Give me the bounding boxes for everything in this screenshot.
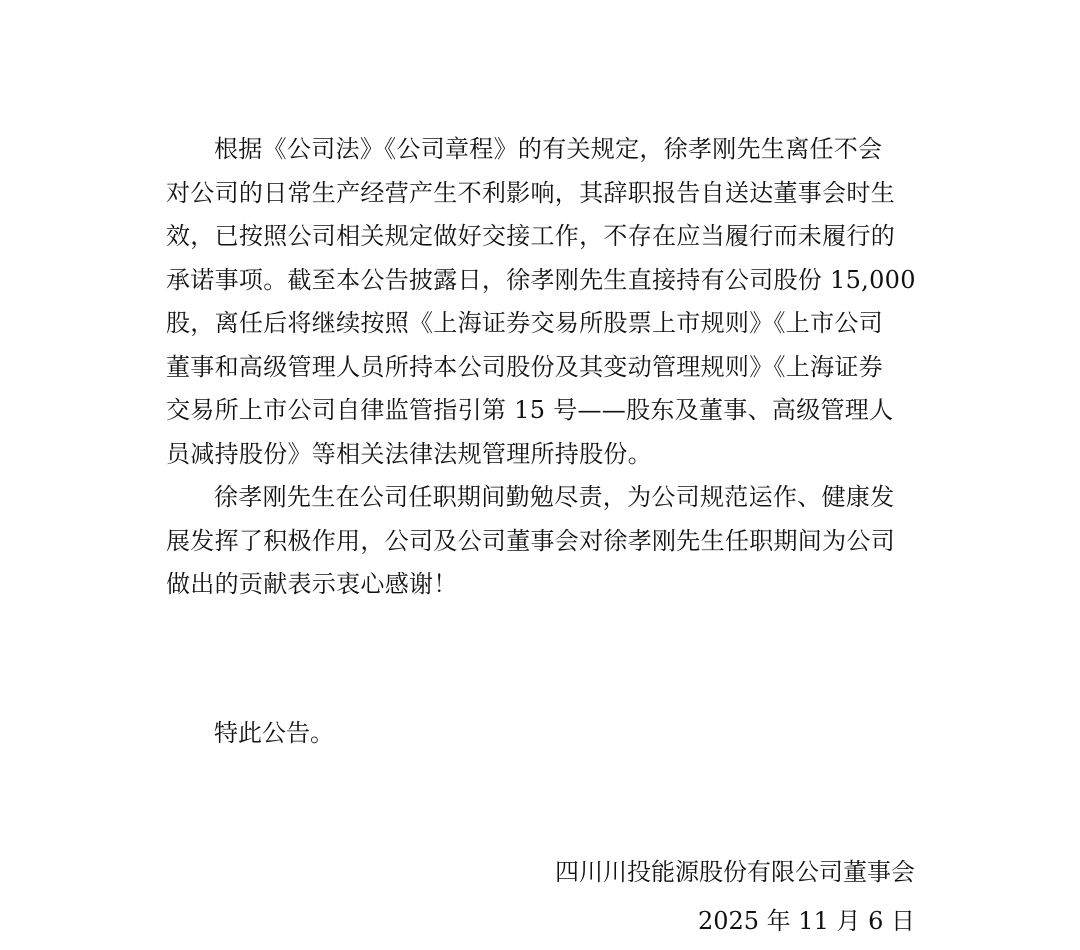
paragraph-line: 徐孝刚先生在公司任职期间勤勉尽责，为公司规范运作、健康发 [214, 483, 895, 511]
paragraph-line: 员减持股份》等相关法律法规管理所持股份。 [166, 439, 652, 468]
paragraph-line: 对公司的日常生产经营产生不利影响，其辞职报告自送达董事会时生 [166, 178, 895, 207]
paragraph-resignation-details [166, 128, 918, 476]
paragraph-line: 展发挥了积极作用，公司及公司董事会对徐孝刚先生任职期间为公司 [166, 526, 895, 555]
closing-statement: 特此公告。 [214, 719, 334, 747]
paragraph-acknowledgement [166, 476, 918, 607]
signature-organization: 四川川投能源股份有限公司董事会 [555, 858, 915, 886]
signature-block [555, 848, 915, 946]
signature-date: 2025 年 11 月 6 日 [697, 907, 915, 935]
paragraph-line: 根据《公司法》《公司章程》的有关规定，徐孝刚先生离任不会 [214, 135, 883, 163]
paragraph-line: 董事和高级管理人员所持本公司股份及其变动管理规则》《上海证券 [166, 352, 883, 381]
paragraph-line: 做出的贡献表示衷心感谢！ [166, 570, 458, 598]
paragraph-line: 股，离任后将继续按照《上海证券交易所股票上市规则》《上市公司 [166, 309, 883, 337]
announcement-body [166, 128, 918, 607]
paragraph-line: 效，已按照公司相关规定做好交接工作，不存在应当履行而未履行的 [166, 222, 895, 250]
paragraph-line: 承诺事项。截至本公告披露日，徐孝刚先生直接持有公司股份 15,000 [166, 265, 916, 294]
paragraph-line: 交易所上市公司自律监管指引第 15 号——股东及董事、高级管理人 [166, 396, 894, 424]
